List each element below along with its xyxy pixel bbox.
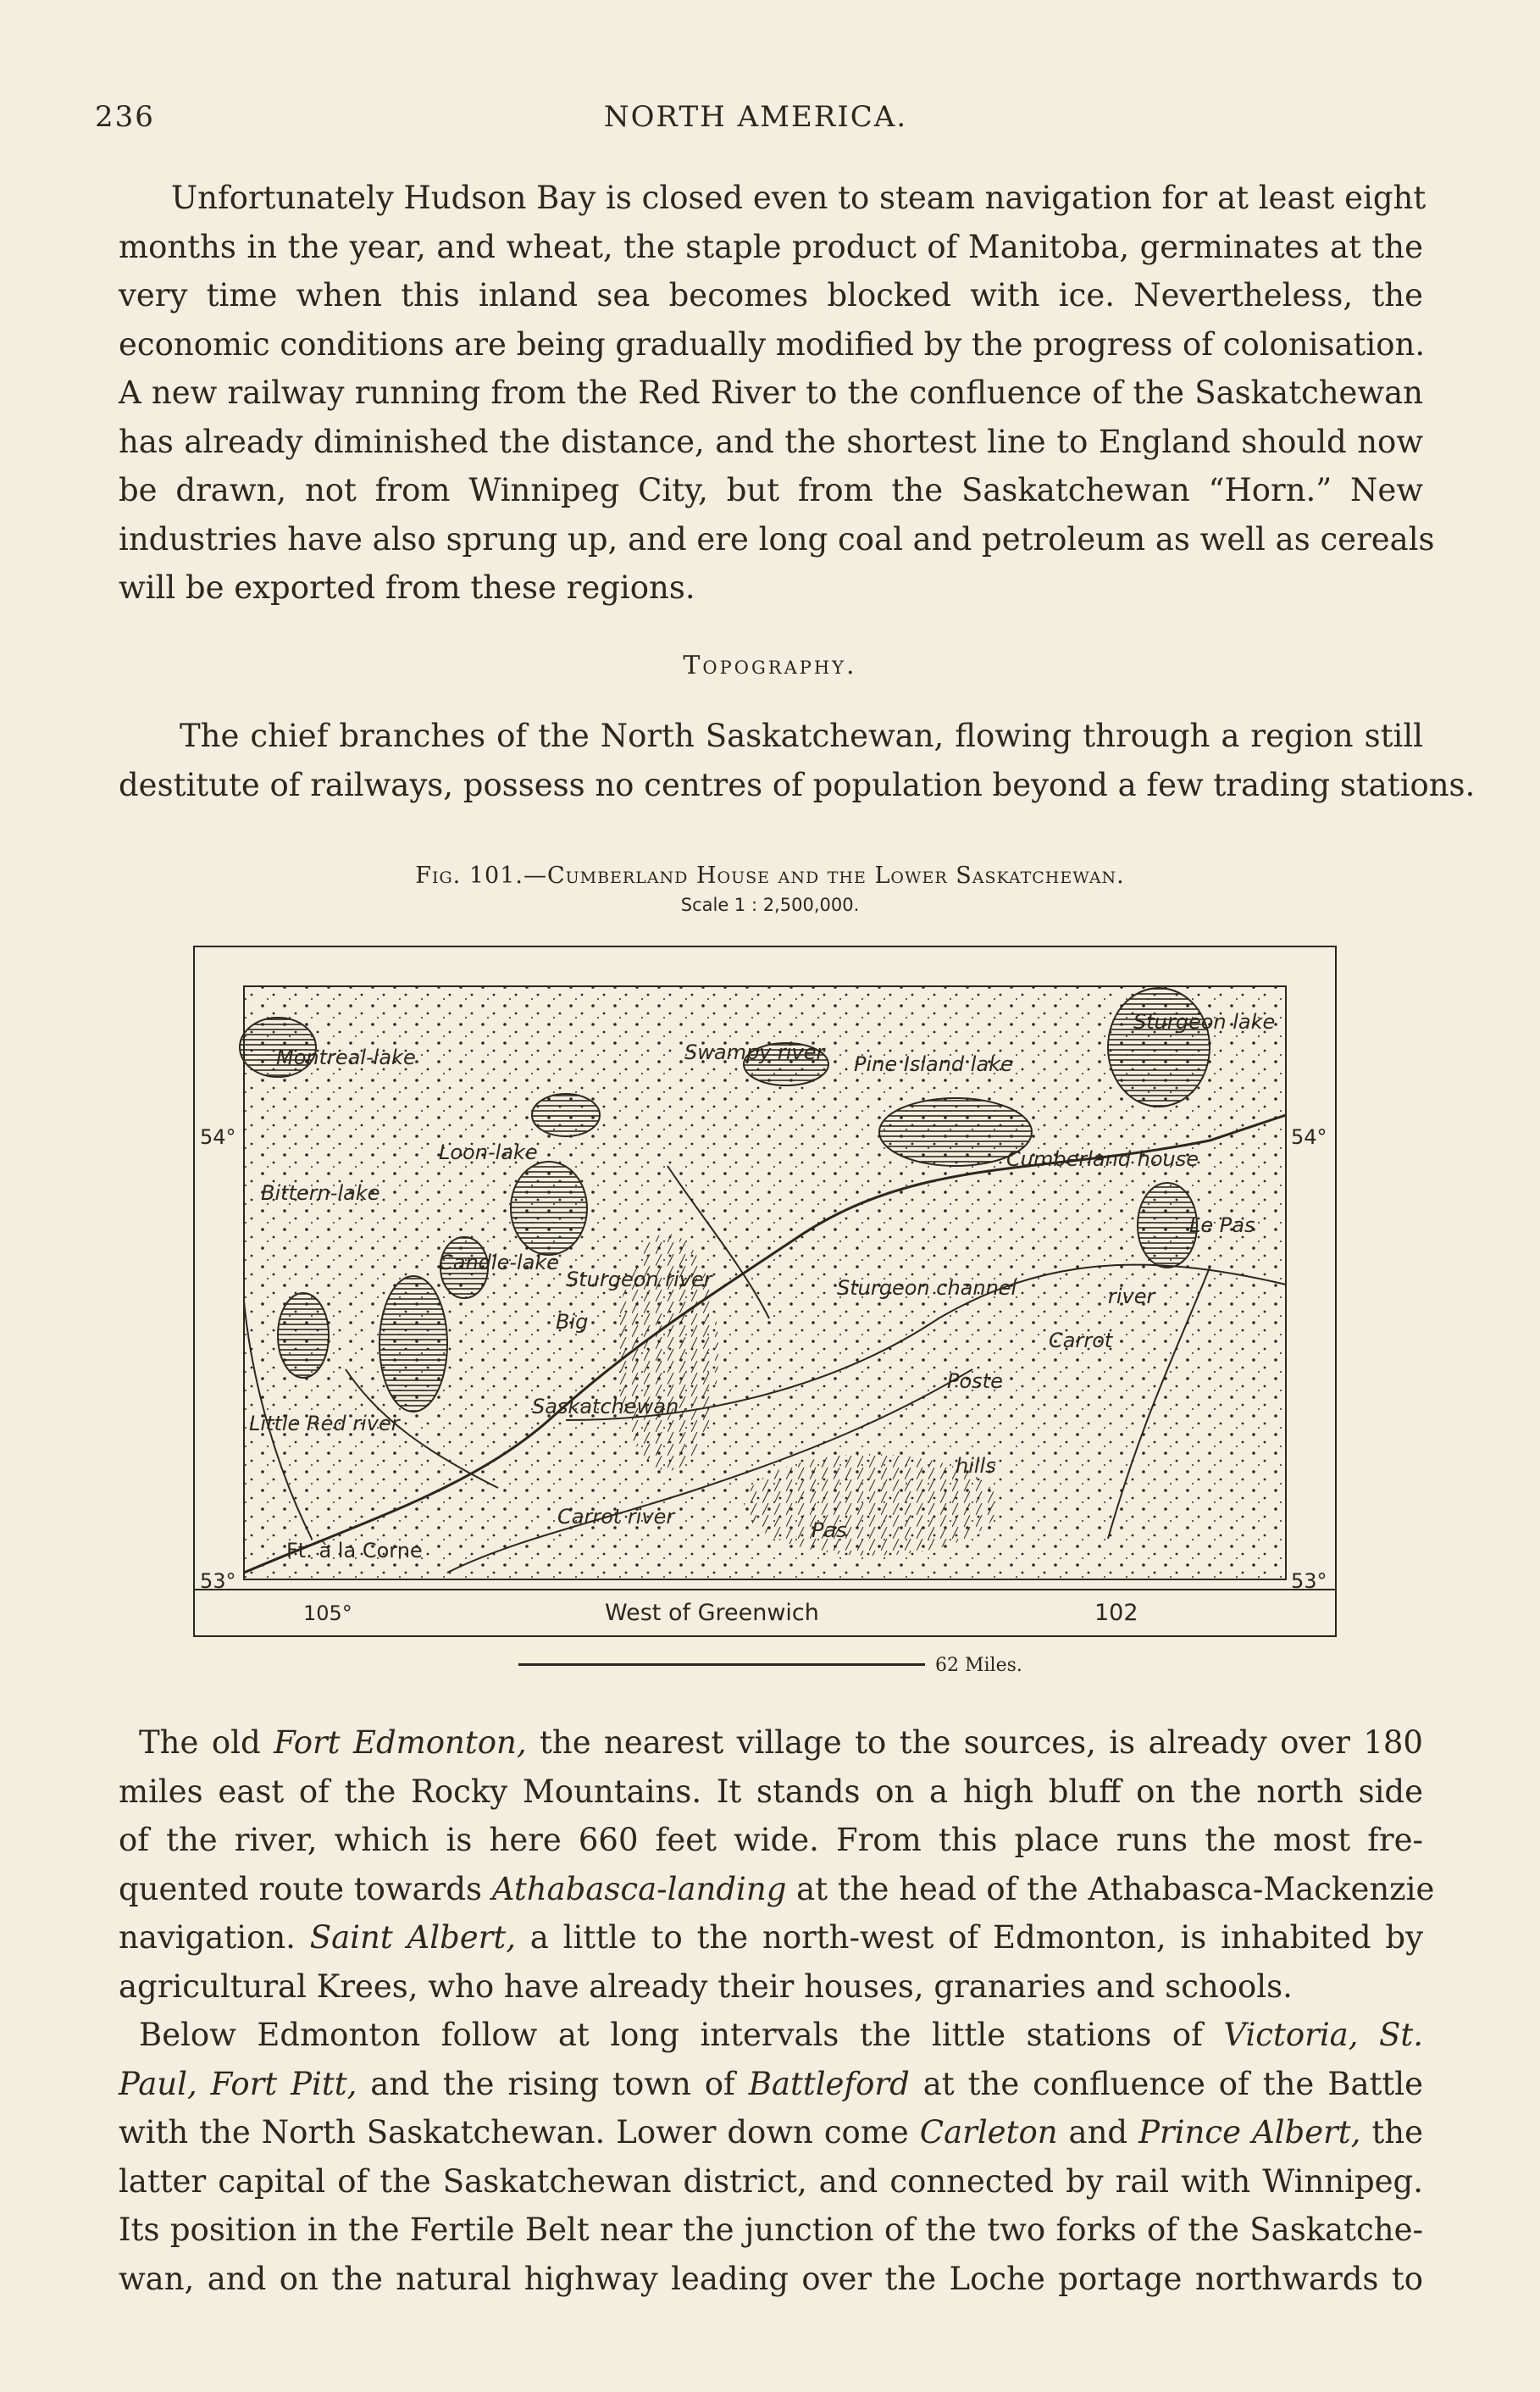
label-bittern-lake: Bittern-lake bbox=[261, 1181, 380, 1205]
text-line bbox=[119, 2011, 1423, 2060]
paragraph-fort-edmonton bbox=[119, 1718, 1435, 2011]
text-line bbox=[119, 1913, 1423, 1962]
west-of-greenwich: West of Greenwich bbox=[605, 1600, 819, 1626]
text-line: be drawn, not from Winnipeg City, but from the Saskatchewan “Horn.” New bbox=[119, 472, 1423, 508]
running-head: NORTH AMERICA. bbox=[603, 100, 908, 134]
italic-place-name: Battleford bbox=[748, 2065, 910, 2102]
label-carrot: Carrot bbox=[1049, 1329, 1113, 1352]
text-run: latter capital of the Saskatchewan district, and connected by rail with Winnipeg. bbox=[119, 2162, 1423, 2200]
text-run: the bbox=[1360, 2114, 1424, 2151]
label-pine-island-lake: Pine Island lake bbox=[854, 1052, 1013, 1076]
map-figure bbox=[193, 946, 1337, 1637]
text-run: agricultural Krees, who have already their houses, granaries and schools. bbox=[119, 1967, 1293, 2005]
latitude-53-right: 53° bbox=[1291, 1569, 1327, 1593]
label-le-pas: Le Pas bbox=[1189, 1213, 1255, 1237]
figure-caption: Fig. 101.—Cumberland House and the Lower Saskatchewan. bbox=[415, 863, 1125, 889]
latitude-54-left: 54° bbox=[200, 1125, 236, 1149]
italic-place-name: Carleton bbox=[919, 2114, 1058, 2151]
text-line bbox=[119, 2157, 1423, 2206]
label-big: Big bbox=[556, 1310, 589, 1334]
label-montreal-lake: Montreal-lake bbox=[276, 1046, 416, 1069]
scale-miles-label: 62 Miles. bbox=[935, 1655, 1022, 1676]
text-line bbox=[119, 1962, 1423, 2012]
text-line: destitute of railways, possess no centres of population beyond a few trading stations. bbox=[119, 766, 1476, 803]
scale-bar bbox=[518, 1661, 925, 1669]
label-candle-lake: Candle-lake bbox=[439, 1251, 560, 1274]
page-header bbox=[95, 100, 1416, 142]
text-line: industries have also sprung up, and ere long coal and petroleum as well as cereals bbox=[119, 520, 1435, 558]
italic-place-name: Victoria, St. bbox=[1223, 2017, 1423, 2053]
text-run: of the river, which is here 660 feet wide. From this place runs the most fre- bbox=[119, 1822, 1423, 1858]
text-run: Its position in the Fertile Belt near the junction of the two forks of the Saskatche- bbox=[119, 2212, 1423, 2248]
text-run: quented route towards bbox=[119, 1870, 492, 1907]
label-swampy-river: Swampy river bbox=[684, 1041, 825, 1064]
text-line: very time when this inland sea becomes blocked with ice. Nevertheless, the bbox=[119, 277, 1423, 314]
label-hills: hills bbox=[956, 1454, 996, 1478]
text-line bbox=[119, 1718, 1423, 1768]
text-line bbox=[119, 1768, 1423, 1817]
label-sturgeon-river: Sturgeon river bbox=[566, 1268, 712, 1291]
label-sturgeon-lake: Sturgeon lake bbox=[1133, 1010, 1276, 1034]
italic-place-name: Paul, Fort Pitt, bbox=[119, 2065, 357, 2102]
text-line: The chief branches of the North Saskatchewan, flowing through a region still bbox=[180, 718, 1423, 754]
text-run: Below Edmonton follow at long intervals the little stations of bbox=[139, 2017, 1224, 2053]
text-line: Unfortunately Hudson Bay is closed even to steam navigation for at least eight bbox=[171, 180, 1426, 216]
label-cumberland-house: Cumberland house bbox=[1006, 1147, 1199, 1171]
text-run: miles east of the Rocky Mountains. It stands on a high bluff on the north side bbox=[119, 1773, 1423, 1810]
text-line bbox=[119, 1865, 1435, 1914]
text-run: a little to the north-west of Edmonton, is inhabited by bbox=[515, 1919, 1424, 1956]
label-saskatchewan: Saskatchewan bbox=[532, 1395, 679, 1418]
text-line: A new railway running from the Red River to the confluence of the Saskatchewan bbox=[119, 375, 1423, 411]
paragraph-hudson-bay bbox=[119, 174, 1435, 613]
italic-place-name: Fort Edmonton, bbox=[274, 1724, 527, 1761]
label-little-red-river: Little Red river bbox=[249, 1412, 400, 1435]
figure-scale: Scale 1 : 2,500,000. bbox=[680, 895, 860, 915]
text-line bbox=[119, 2108, 1423, 2157]
label-carrot-river: Carrot river bbox=[557, 1505, 675, 1529]
text-run: at the confluence of the Battle bbox=[909, 2065, 1423, 2102]
text-line: has already diminished the distance, and the shortest line to England should now bbox=[119, 423, 1423, 460]
label-poste: Poste bbox=[947, 1369, 1003, 1393]
text-run: The old bbox=[139, 1724, 274, 1761]
longitude-105: 105° bbox=[303, 1601, 352, 1625]
section-title-topography: Topography. bbox=[683, 651, 857, 680]
text-run: at the head of the Athabasca-Mackenzie bbox=[786, 1870, 1435, 1907]
text-line: will be exported from these regions. bbox=[119, 569, 695, 606]
label-fort-a-la-corne: Ft. à la Corne bbox=[286, 1539, 423, 1562]
italic-place-name: Saint Albert, bbox=[309, 1919, 516, 1956]
text-run: and the rising town of bbox=[357, 2065, 749, 2102]
page-number: 236 bbox=[95, 100, 155, 134]
text-line: months in the year, and wheat, the staple product of Manitoba, germinates at the bbox=[119, 228, 1423, 265]
paragraph-chief-branches bbox=[119, 712, 1476, 809]
longitude-102: 102 bbox=[1094, 1600, 1138, 1626]
text-line bbox=[119, 2060, 1423, 2109]
text-run: navigation. bbox=[119, 1919, 310, 1956]
label-loon-lake: Loon-lake bbox=[439, 1141, 538, 1164]
latitude-54-right: 54° bbox=[1291, 1125, 1327, 1149]
text-line bbox=[119, 1816, 1423, 1865]
label-river-2: river bbox=[1108, 1285, 1155, 1308]
italic-place-name: Prince Albert, bbox=[1138, 2114, 1361, 2151]
paragraph-below-edmonton bbox=[119, 2011, 1423, 2303]
text-run: the nearest village to the sources, is already over 180 bbox=[526, 1724, 1423, 1761]
italic-place-name: Athabasca-landing bbox=[491, 1870, 787, 1907]
label-sturgeon-channel: Sturgeon channel bbox=[837, 1276, 1017, 1300]
text-run: and bbox=[1057, 2114, 1139, 2151]
text-run: with the North Saskatchewan. Lower down come bbox=[119, 2114, 920, 2151]
latitude-53-left: 53° bbox=[200, 1569, 236, 1593]
text-line bbox=[119, 2255, 1423, 2304]
text-line: economic conditions are being gradually modified by the progress of colonisation. bbox=[119, 325, 1426, 363]
text-run: wan, and on the natural highway leading over the Loche portage northwards to bbox=[119, 2260, 1423, 2297]
text-line bbox=[119, 2206, 1423, 2255]
label-pas: Pas bbox=[812, 1518, 847, 1542]
